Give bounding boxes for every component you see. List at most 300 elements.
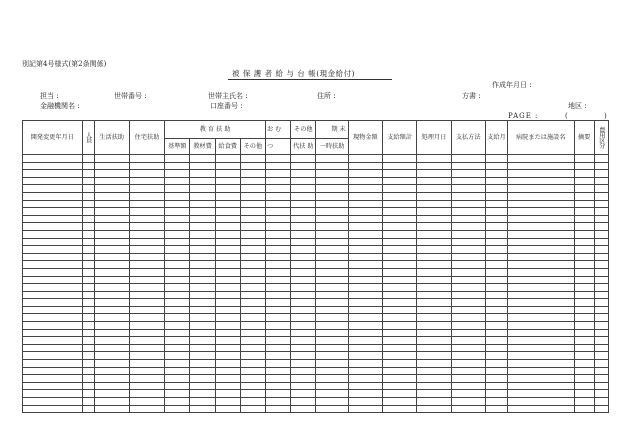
table-cell[interactable] <box>574 170 594 178</box>
table-cell[interactable] <box>165 344 190 352</box>
table-cell[interactable] <box>165 215 190 223</box>
table-cell[interactable] <box>574 382 594 390</box>
table-cell[interactable] <box>266 398 291 406</box>
table-cell[interactable] <box>240 253 265 261</box>
table-cell[interactable] <box>266 352 291 360</box>
table-cell[interactable] <box>348 367 382 375</box>
table-cell[interactable] <box>165 284 190 292</box>
table-cell[interactable] <box>451 382 485 390</box>
table-cell[interactable] <box>594 208 608 216</box>
table-cell[interactable] <box>240 367 265 375</box>
table-cell[interactable] <box>594 322 608 330</box>
table-cell[interactable] <box>508 352 575 360</box>
table-cell[interactable] <box>215 208 240 216</box>
table-cell[interactable] <box>266 200 291 208</box>
table-cell[interactable] <box>215 223 240 231</box>
table-cell[interactable] <box>23 375 83 383</box>
table-cell[interactable] <box>574 223 594 231</box>
table-cell[interactable] <box>266 344 291 352</box>
table-cell[interactable] <box>417 185 451 193</box>
table-cell[interactable] <box>215 155 240 163</box>
table-cell[interactable] <box>94 192 129 200</box>
table-cell[interactable] <box>266 329 291 337</box>
table-cell[interactable] <box>451 200 485 208</box>
table-cell[interactable] <box>82 329 94 337</box>
table-cell[interactable] <box>291 322 316 330</box>
table-cell[interactable] <box>485 337 507 345</box>
table-cell[interactable] <box>94 162 129 170</box>
table-cell[interactable] <box>451 192 485 200</box>
table-cell[interactable] <box>190 360 215 368</box>
table-cell[interactable] <box>266 162 291 170</box>
table-cell[interactable] <box>485 215 507 223</box>
table-cell[interactable] <box>594 276 608 284</box>
table-cell[interactable] <box>451 329 485 337</box>
table-cell[interactable] <box>240 246 265 254</box>
table-cell[interactable] <box>451 268 485 276</box>
table-cell[interactable] <box>508 200 575 208</box>
table-cell[interactable] <box>266 367 291 375</box>
table-cell[interactable] <box>485 306 507 314</box>
table-cell[interactable] <box>129 230 164 238</box>
table-cell[interactable] <box>240 314 265 322</box>
table-cell[interactable] <box>348 200 382 208</box>
table-cell[interactable] <box>23 291 83 299</box>
table-cell[interactable] <box>215 253 240 261</box>
table-cell[interactable] <box>215 177 240 185</box>
table-cell[interactable] <box>485 284 507 292</box>
table-cell[interactable] <box>508 367 575 375</box>
table-cell[interactable] <box>165 291 190 299</box>
table-cell[interactable] <box>382 337 416 345</box>
table-cell[interactable] <box>316 208 348 216</box>
table-cell[interactable] <box>190 268 215 276</box>
table-cell[interactable] <box>574 162 594 170</box>
table-cell[interactable] <box>190 223 215 231</box>
table-cell[interactable] <box>594 314 608 322</box>
table-cell[interactable] <box>574 337 594 345</box>
table-cell[interactable] <box>215 360 240 368</box>
table-cell[interactable] <box>82 367 94 375</box>
table-cell[interactable] <box>165 155 190 163</box>
table-cell[interactable] <box>348 238 382 246</box>
table-cell[interactable] <box>485 367 507 375</box>
table-cell[interactable] <box>451 398 485 406</box>
table-cell[interactable] <box>266 405 291 413</box>
table-cell[interactable] <box>316 185 348 193</box>
table-cell[interactable] <box>316 177 348 185</box>
table-cell[interactable] <box>291 375 316 383</box>
table-cell[interactable] <box>266 276 291 284</box>
table-cell[interactable] <box>266 261 291 269</box>
table-cell[interactable] <box>291 200 316 208</box>
table-cell[interactable] <box>451 253 485 261</box>
table-cell[interactable] <box>451 322 485 330</box>
table-cell[interactable] <box>348 291 382 299</box>
table-cell[interactable] <box>348 246 382 254</box>
table-cell[interactable] <box>82 177 94 185</box>
table-cell[interactable] <box>417 155 451 163</box>
table-cell[interactable] <box>417 192 451 200</box>
table-cell[interactable] <box>129 344 164 352</box>
table-cell[interactable] <box>240 398 265 406</box>
table-cell[interactable] <box>348 223 382 231</box>
table-cell[interactable] <box>129 185 164 193</box>
table-cell[interactable] <box>266 208 291 216</box>
table-cell[interactable] <box>266 215 291 223</box>
table-cell[interactable] <box>417 208 451 216</box>
table-cell[interactable] <box>485 344 507 352</box>
table-cell[interactable] <box>485 268 507 276</box>
table-cell[interactable] <box>382 322 416 330</box>
table-cell[interactable] <box>82 299 94 307</box>
table-cell[interactable] <box>266 192 291 200</box>
table-cell[interactable] <box>417 314 451 322</box>
table-cell[interactable] <box>348 329 382 337</box>
table-cell[interactable] <box>291 276 316 284</box>
table-cell[interactable] <box>574 230 594 238</box>
table-cell[interactable] <box>451 284 485 292</box>
table-cell[interactable] <box>23 253 83 261</box>
table-cell[interactable] <box>190 192 215 200</box>
table-cell[interactable] <box>215 268 240 276</box>
table-cell[interactable] <box>82 200 94 208</box>
table-cell[interactable] <box>94 344 129 352</box>
table-cell[interactable] <box>594 291 608 299</box>
table-cell[interactable] <box>594 344 608 352</box>
table-cell[interactable] <box>485 253 507 261</box>
table-cell[interactable] <box>190 200 215 208</box>
table-cell[interactable] <box>165 170 190 178</box>
table-cell[interactable] <box>316 162 348 170</box>
table-cell[interactable] <box>190 405 215 413</box>
table-cell[interactable] <box>417 390 451 398</box>
table-cell[interactable] <box>382 276 416 284</box>
table-cell[interactable] <box>348 162 382 170</box>
table-cell[interactable] <box>94 337 129 345</box>
table-cell[interactable] <box>594 261 608 269</box>
table-cell[interactable] <box>94 398 129 406</box>
table-cell[interactable] <box>291 291 316 299</box>
table-cell[interactable] <box>485 162 507 170</box>
table-cell[interactable] <box>23 306 83 314</box>
table-cell[interactable] <box>316 238 348 246</box>
table-cell[interactable] <box>129 162 164 170</box>
table-cell[interactable] <box>291 246 316 254</box>
table-cell[interactable] <box>165 223 190 231</box>
table-cell[interactable] <box>451 215 485 223</box>
table-cell[interactable] <box>94 200 129 208</box>
table-cell[interactable] <box>508 238 575 246</box>
table-cell[interactable] <box>382 170 416 178</box>
table-cell[interactable] <box>23 299 83 307</box>
table-cell[interactable] <box>417 367 451 375</box>
table-cell[interactable] <box>82 344 94 352</box>
table-cell[interactable] <box>94 299 129 307</box>
table-cell[interactable] <box>215 390 240 398</box>
table-cell[interactable] <box>190 390 215 398</box>
table-cell[interactable] <box>451 337 485 345</box>
table-cell[interactable] <box>215 299 240 307</box>
table-cell[interactable] <box>382 253 416 261</box>
table-cell[interactable] <box>574 238 594 246</box>
table-cell[interactable] <box>94 177 129 185</box>
table-cell[interactable] <box>574 398 594 406</box>
table-cell[interactable] <box>316 223 348 231</box>
table-cell[interactable] <box>240 344 265 352</box>
table-cell[interactable] <box>382 352 416 360</box>
table-cell[interactable] <box>291 329 316 337</box>
table-cell[interactable] <box>82 238 94 246</box>
table-cell[interactable] <box>266 291 291 299</box>
table-cell[interactable] <box>508 398 575 406</box>
table-cell[interactable] <box>451 185 485 193</box>
table-cell[interactable] <box>485 246 507 254</box>
table-cell[interactable] <box>165 337 190 345</box>
table-cell[interactable] <box>82 208 94 216</box>
table-cell[interactable] <box>451 299 485 307</box>
table-cell[interactable] <box>451 344 485 352</box>
table-cell[interactable] <box>240 390 265 398</box>
table-cell[interactable] <box>417 223 451 231</box>
table-cell[interactable] <box>82 291 94 299</box>
table-cell[interactable] <box>129 360 164 368</box>
table-cell[interactable] <box>574 185 594 193</box>
table-cell[interactable] <box>594 352 608 360</box>
table-cell[interactable] <box>485 261 507 269</box>
table-cell[interactable] <box>165 253 190 261</box>
table-cell[interactable] <box>190 367 215 375</box>
table-cell[interactable] <box>594 155 608 163</box>
table-cell[interactable] <box>23 200 83 208</box>
table-cell[interactable] <box>215 238 240 246</box>
table-cell[interactable] <box>508 329 575 337</box>
table-cell[interactable] <box>382 162 416 170</box>
table-cell[interactable] <box>129 337 164 345</box>
table-cell[interactable] <box>165 398 190 406</box>
table-cell[interactable] <box>508 253 575 261</box>
table-cell[interactable] <box>382 230 416 238</box>
table-cell[interactable] <box>291 192 316 200</box>
table-cell[interactable] <box>23 223 83 231</box>
table-cell[interactable] <box>165 367 190 375</box>
table-cell[interactable] <box>316 329 348 337</box>
table-cell[interactable] <box>240 177 265 185</box>
table-cell[interactable] <box>485 276 507 284</box>
table-cell[interactable] <box>574 405 594 413</box>
table-cell[interactable] <box>316 360 348 368</box>
table-cell[interactable] <box>266 155 291 163</box>
table-cell[interactable] <box>215 261 240 269</box>
table-cell[interactable] <box>291 367 316 375</box>
table-cell[interactable] <box>291 268 316 276</box>
table-cell[interactable] <box>94 208 129 216</box>
table-cell[interactable] <box>594 375 608 383</box>
table-cell[interactable] <box>508 344 575 352</box>
table-cell[interactable] <box>215 291 240 299</box>
table-cell[interactable] <box>94 329 129 337</box>
table-cell[interactable] <box>348 337 382 345</box>
table-cell[interactable] <box>240 322 265 330</box>
table-cell[interactable] <box>82 398 94 406</box>
table-cell[interactable] <box>417 276 451 284</box>
table-cell[interactable] <box>508 390 575 398</box>
table-cell[interactable] <box>291 162 316 170</box>
table-cell[interactable] <box>190 162 215 170</box>
table-cell[interactable] <box>417 375 451 383</box>
table-cell[interactable] <box>129 291 164 299</box>
table-cell[interactable] <box>82 360 94 368</box>
table-cell[interactable] <box>82 306 94 314</box>
table-cell[interactable] <box>94 390 129 398</box>
table-cell[interactable] <box>417 405 451 413</box>
table-cell[interactable] <box>190 155 215 163</box>
table-cell[interactable] <box>417 170 451 178</box>
table-cell[interactable] <box>348 405 382 413</box>
table-cell[interactable] <box>594 238 608 246</box>
table-cell[interactable] <box>190 375 215 383</box>
table-cell[interactable] <box>508 215 575 223</box>
table-cell[interactable] <box>316 306 348 314</box>
table-cell[interactable] <box>82 192 94 200</box>
table-cell[interactable] <box>23 390 83 398</box>
table-cell[interactable] <box>129 299 164 307</box>
table-cell[interactable] <box>417 246 451 254</box>
table-cell[interactable] <box>508 192 575 200</box>
table-cell[interactable] <box>129 208 164 216</box>
table-cell[interactable] <box>291 306 316 314</box>
table-cell[interactable] <box>94 360 129 368</box>
table-cell[interactable] <box>382 306 416 314</box>
table-cell[interactable] <box>485 170 507 178</box>
table-cell[interactable] <box>382 155 416 163</box>
table-cell[interactable] <box>417 398 451 406</box>
table-cell[interactable] <box>266 390 291 398</box>
table-cell[interactable] <box>382 185 416 193</box>
table-cell[interactable] <box>129 246 164 254</box>
table-cell[interactable] <box>165 177 190 185</box>
table-cell[interactable] <box>240 299 265 307</box>
table-cell[interactable] <box>165 375 190 383</box>
table-cell[interactable] <box>382 314 416 322</box>
table-cell[interactable] <box>417 329 451 337</box>
table-cell[interactable] <box>382 291 416 299</box>
table-cell[interactable] <box>316 299 348 307</box>
table-cell[interactable] <box>94 284 129 292</box>
table-cell[interactable] <box>382 177 416 185</box>
table-cell[interactable] <box>485 382 507 390</box>
table-cell[interactable] <box>348 208 382 216</box>
table-cell[interactable] <box>215 352 240 360</box>
table-cell[interactable] <box>215 230 240 238</box>
table-cell[interactable] <box>23 314 83 322</box>
table-cell[interactable] <box>348 170 382 178</box>
table-cell[interactable] <box>240 268 265 276</box>
table-cell[interactable] <box>190 314 215 322</box>
table-cell[interactable] <box>291 170 316 178</box>
table-cell[interactable] <box>417 352 451 360</box>
table-cell[interactable] <box>215 200 240 208</box>
table-cell[interactable] <box>451 238 485 246</box>
table-cell[interactable] <box>240 223 265 231</box>
table-cell[interactable] <box>485 299 507 307</box>
table-cell[interactable] <box>190 299 215 307</box>
table-cell[interactable] <box>240 306 265 314</box>
table-cell[interactable] <box>190 253 215 261</box>
table-cell[interactable] <box>129 200 164 208</box>
table-cell[interactable] <box>508 162 575 170</box>
table-cell[interactable] <box>129 352 164 360</box>
table-cell[interactable] <box>508 337 575 345</box>
table-cell[interactable] <box>94 185 129 193</box>
table-cell[interactable] <box>574 291 594 299</box>
table-cell[interactable] <box>594 382 608 390</box>
table-cell[interactable] <box>215 276 240 284</box>
table-cell[interactable] <box>382 344 416 352</box>
table-cell[interactable] <box>291 230 316 238</box>
table-cell[interactable] <box>240 162 265 170</box>
table-cell[interactable] <box>94 155 129 163</box>
table-cell[interactable] <box>190 284 215 292</box>
table-cell[interactable] <box>316 215 348 223</box>
table-cell[interactable] <box>508 246 575 254</box>
table-cell[interactable] <box>165 390 190 398</box>
table-cell[interactable] <box>451 261 485 269</box>
table-cell[interactable] <box>82 185 94 193</box>
table-cell[interactable] <box>316 344 348 352</box>
table-cell[interactable] <box>129 155 164 163</box>
table-cell[interactable] <box>574 246 594 254</box>
table-cell[interactable] <box>291 185 316 193</box>
table-cell[interactable] <box>574 344 594 352</box>
table-cell[interactable] <box>382 390 416 398</box>
table-cell[interactable] <box>291 284 316 292</box>
table-cell[interactable] <box>451 367 485 375</box>
table-cell[interactable] <box>94 306 129 314</box>
table-cell[interactable] <box>382 405 416 413</box>
table-cell[interactable] <box>485 352 507 360</box>
table-cell[interactable] <box>23 382 83 390</box>
table-cell[interactable] <box>240 284 265 292</box>
table-cell[interactable] <box>165 185 190 193</box>
table-cell[interactable] <box>82 261 94 269</box>
table-cell[interactable] <box>417 360 451 368</box>
table-cell[interactable] <box>417 337 451 345</box>
table-cell[interactable] <box>348 185 382 193</box>
table-cell[interactable] <box>94 352 129 360</box>
table-cell[interactable] <box>348 322 382 330</box>
table-cell[interactable] <box>190 230 215 238</box>
table-cell[interactable] <box>508 284 575 292</box>
table-cell[interactable] <box>94 268 129 276</box>
table-cell[interactable] <box>417 306 451 314</box>
table-cell[interactable] <box>382 398 416 406</box>
table-cell[interactable] <box>215 322 240 330</box>
table-cell[interactable] <box>82 155 94 163</box>
table-cell[interactable] <box>266 238 291 246</box>
table-cell[interactable] <box>485 192 507 200</box>
table-cell[interactable] <box>190 177 215 185</box>
table-cell[interactable] <box>594 170 608 178</box>
table-cell[interactable] <box>94 322 129 330</box>
table-cell[interactable] <box>594 162 608 170</box>
table-cell[interactable] <box>508 276 575 284</box>
table-cell[interactable] <box>129 382 164 390</box>
table-cell[interactable] <box>291 177 316 185</box>
table-cell[interactable] <box>23 208 83 216</box>
table-cell[interactable] <box>316 276 348 284</box>
table-cell[interactable] <box>485 208 507 216</box>
